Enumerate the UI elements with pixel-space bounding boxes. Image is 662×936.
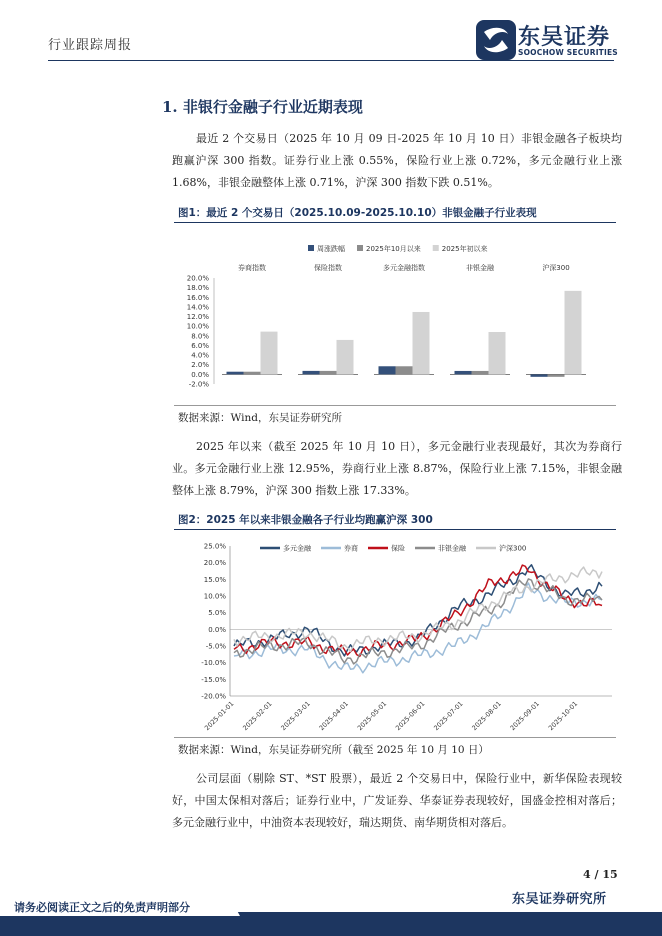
bar [565, 291, 582, 374]
y-tick-label: 10.0% [186, 322, 209, 331]
legend-label: 多元金融 [283, 544, 311, 553]
y-tick-label: 20.0% [186, 274, 209, 283]
figure-2-title: 图2：2025 年以来非银金融各子行业均跑赢沪深 300 [178, 514, 433, 526]
x-tick-label: 2025-07-01 [432, 699, 465, 733]
y-tick-label: -5.0% [205, 642, 226, 651]
logo-text-en: SOOCHOW SECURITIES [518, 48, 618, 57]
y-tick-label: -10.0% [201, 659, 226, 668]
paragraph-3: 公司层面（剔除 ST、*ST 股票），最近 2 个交易日中，保险行业中，新华保险表现较好，中国太保相对落后；证券行业中，广发证券、华泰证券表现较好，国盛金控相对落后；多元金融行业中，中油资本表现较好，瑞达期货、南华期货相对落后。 [172, 772, 622, 829]
x-tick-label: 2025-08-01 [470, 699, 503, 733]
legend-label: 沪深300 [499, 544, 527, 553]
footer-org: 东吴证券研究所 [512, 892, 607, 907]
bar [227, 372, 244, 375]
category-label: 保险指数 [314, 264, 342, 272]
y-tick-label: 20.0% [203, 559, 226, 568]
logo-text-cn: 东吴证券 [518, 25, 611, 50]
report-type: 行业跟踪周报 [48, 38, 133, 53]
x-tick-label: 2025-01-01 [203, 699, 236, 733]
legend-label: 券商 [344, 544, 358, 553]
legend-label: 保险 [391, 544, 405, 553]
bar [379, 366, 396, 374]
y-tick-label: 25.0% [203, 542, 226, 551]
bar [244, 372, 261, 375]
y-tick-label: 15.0% [203, 575, 226, 584]
header-divider [48, 60, 614, 61]
figure-2-rule [174, 529, 616, 530]
figure-1-source: 数据来源：Wind，东吴证券研究所 [178, 412, 342, 424]
y-tick-label: -2.0% [188, 380, 209, 389]
y-tick-label: 18.0% [186, 284, 209, 293]
logo-mark-icon [476, 20, 516, 60]
bar [303, 371, 320, 374]
figure-1-source-rule [174, 405, 616, 406]
legend-swatch [308, 245, 314, 251]
line-chart [174, 534, 616, 734]
x-tick-label: 2025-10-01 [546, 699, 580, 733]
y-tick-label: -15.0% [201, 675, 226, 684]
legend-label: 周涨跌幅 [317, 245, 345, 253]
legend-swatch [357, 245, 363, 251]
y-tick-label: 4.0% [191, 351, 209, 360]
y-tick-label: 12.0% [186, 313, 209, 322]
y-tick-label: 10.0% [203, 592, 226, 601]
bar-chart [174, 232, 616, 402]
x-tick-label: 2025-06-01 [394, 699, 427, 733]
bar [337, 340, 354, 374]
y-tick-label: 0.0% [208, 625, 226, 634]
x-tick-label: 2025-03-01 [279, 699, 312, 733]
footer-disclaimer: 请务必阅读正文之后的免责声明部分 [14, 901, 190, 914]
figure-1-rule [174, 222, 616, 223]
category-label: 多元金融指数 [383, 264, 425, 272]
legend-label: 2025年10月以来 [366, 245, 421, 253]
x-tick-label: 2025-04-01 [317, 699, 351, 733]
paragraph-1: 最近 2 个交易日（2025 年 10 月 09 日-2025 年 10 月 10 日）非银金融各子板块均跑赢沪深 300 指数。证券行业上涨 0.55%，保险行业上涨 0.72%，多元金融行业上涨 1.68%，非银金融整体上涨 0.71%，沪深 300 指数下跌 0.51%。 [172, 132, 622, 189]
bar [531, 374, 548, 376]
legend-label: 2025年初以来 [441, 245, 488, 253]
legend-swatch [433, 245, 439, 251]
y-tick-label: 16.0% [186, 293, 209, 302]
y-tick-label: 14.0% [186, 303, 209, 312]
y-tick-label: 0.0% [191, 370, 209, 379]
category-label: 券商指数 [238, 264, 266, 272]
bar [548, 374, 565, 376]
category-label: 沪深300 [542, 264, 570, 272]
y-tick-label: 5.0% [208, 609, 226, 618]
bar [261, 332, 278, 375]
y-tick-label: 2.0% [191, 361, 209, 370]
page-number: 4 / 15 [583, 868, 618, 881]
figure-2-source: 数据来源：Wind，东吴证券研究所（截至 2025 年 10 月 10 日） [178, 744, 489, 756]
series-line [234, 579, 602, 664]
bar [320, 371, 337, 374]
section-title: 1. 非银行金融子行业近期表现 [162, 98, 363, 116]
x-tick-label: 2025-02-01 [241, 699, 274, 733]
bar [472, 371, 489, 374]
x-tick-label: 2025-09-01 [508, 699, 542, 733]
bar [396, 366, 413, 374]
bar [455, 371, 472, 374]
bar [489, 332, 506, 374]
category-label: 非银金融 [466, 264, 494, 272]
y-tick-label: 8.0% [191, 332, 209, 341]
legend-label: 非银金融 [438, 544, 466, 553]
bar [413, 312, 430, 374]
figure-1-title: 图1：最近 2 个交易日（2025.10.09-2025.10.10）非银金融子行业表现 [178, 207, 537, 219]
figure-2-source-rule [174, 737, 616, 738]
company-logo [476, 18, 626, 62]
x-tick-label: 2025-05-01 [355, 699, 389, 733]
y-tick-label: 6.0% [191, 341, 209, 350]
paragraph-2: 2025 年以来（截至 2025 年 10 月 10 日），多元金融行业表现最好，其次为券商行业。多元金融行业上涨 12.95%，券商行业上涨 8.87%，保险行业上涨 7.15%，非银金融整体上涨 8.79%，沪深 300 指数上涨 17.33%。 [172, 440, 622, 497]
y-tick-label: -20.0% [201, 692, 226, 701]
